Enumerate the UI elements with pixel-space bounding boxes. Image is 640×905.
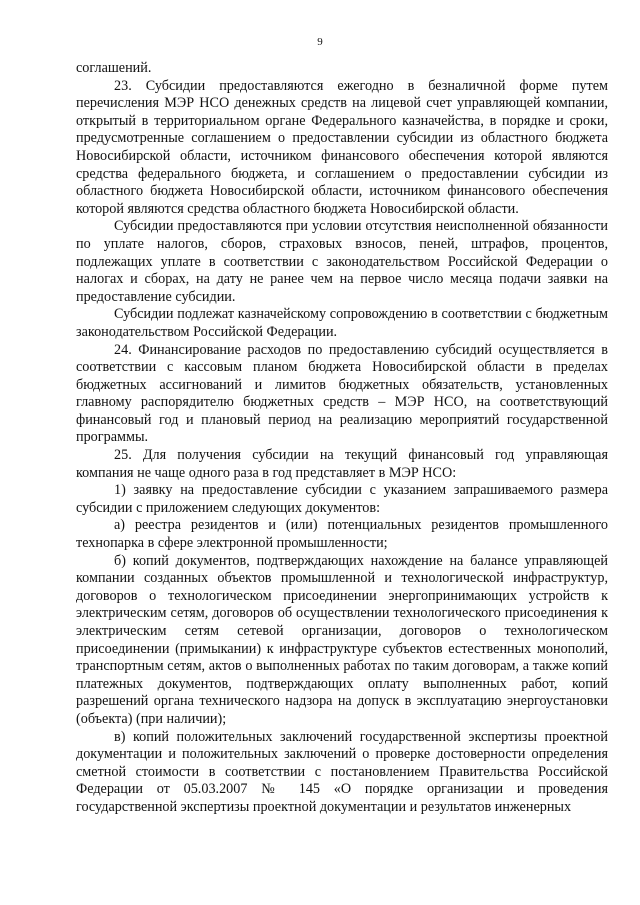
paragraph-subsidy-conditions: Субсидии предоставляются при условии отсутствия неисполненной обязанности по уплате налогов, сборов, страховых взносов, пеней, штрафов, процентов, подлежащих уплате в соответствии с законодательством Российской Федерации о налогах и сборах, на дату не ранее чем на первое число месяца подачи заявки на предоставление субсидии.	[76, 218, 608, 305]
page-number: 9	[317, 36, 323, 48]
document-body	[76, 60, 608, 817]
list-item-b: б) копий документов, подтверждающих нахождение на балансе управляющей компании созданных объектов промышленной и технологической инфраструктур, договоров о технологическом присоединении энергопринимающих устройств к электрическим сетям, договоров об осуществлении технологического присоединения к электрическим сетям сетевой организации, договоров о технологическом присоединении (примыкании) к инфраструктуре субъектов естественных монополий, транспортным сетям, актов о выполненных работах по таким договорам, а также копий платежных документов, подтверждающих оплату выполненных работ, копий разрешений органа технического надзора на допуск в эксплуатацию энергоустановки (объекта) (при наличии);	[76, 552, 608, 727]
paragraph-treasury-support: Субсидии подлежат казначейскому сопровождению в соответствии с бюджетным законодательством Российской Федерации.	[76, 306, 608, 340]
list-item-v: в) копий положительных заключений государственной экспертизы проектной документации и положительных заключений о проверке достоверности определения сметной стоимости в соответствии с постановлением Правительства Российской Федерации от 05.03.2007 № 145 «О порядке организации и проведения государственной экспертизы проектной документации и результатов инженерных	[76, 728, 608, 815]
list-item-a: а) реестра резидентов и (или) потенциальных резидентов промышленного технопарка в сфере электронной промышленности;	[76, 517, 608, 552]
paragraph-continuation: соглашений.	[76, 60, 152, 76]
paragraph-24: 24. Финансирование расходов по предоставлению субсидий осуществляется в соответствии с кассовым планом бюджета Новосибирской области в пределах бюджетных ассигнований и лимитов бюджетных обязательств, установленных главному распорядителю бюджетных средств – МЭР НСО, на соответствующий финансовый год и плановый период на реализацию мероприятий государственной программы.	[76, 341, 608, 446]
paragraph-25: 25. Для получения субсидии на текущий финансовый год управляющая компания не чаще одного раза в год представляет в МЭР НСО:	[76, 447, 608, 481]
list-item-1: 1) заявку на предоставление субсидии с указанием запрашиваемого размера субсидии с приложением следующих документов:	[76, 482, 608, 516]
paragraph-23: 23. Субсидии предоставляются ежегодно в безналичной форме путем перечисления МЭР НСО денежных средств на лицевой счет управляющей компании, открытый в территориальном органе Федерального казначейства, в порядке и сроки, предусмотренные соглашением о предоставлении субсидии из областного бюджета Новосибирской области, источником финансового обеспечения которой являются средства федерального бюджета, и соглашением о предоставлении субсидии из областного бюджета Новосибирской области, источником финансового обеспечения которой являются средства областного бюджета Новосибирской области.	[76, 77, 608, 217]
